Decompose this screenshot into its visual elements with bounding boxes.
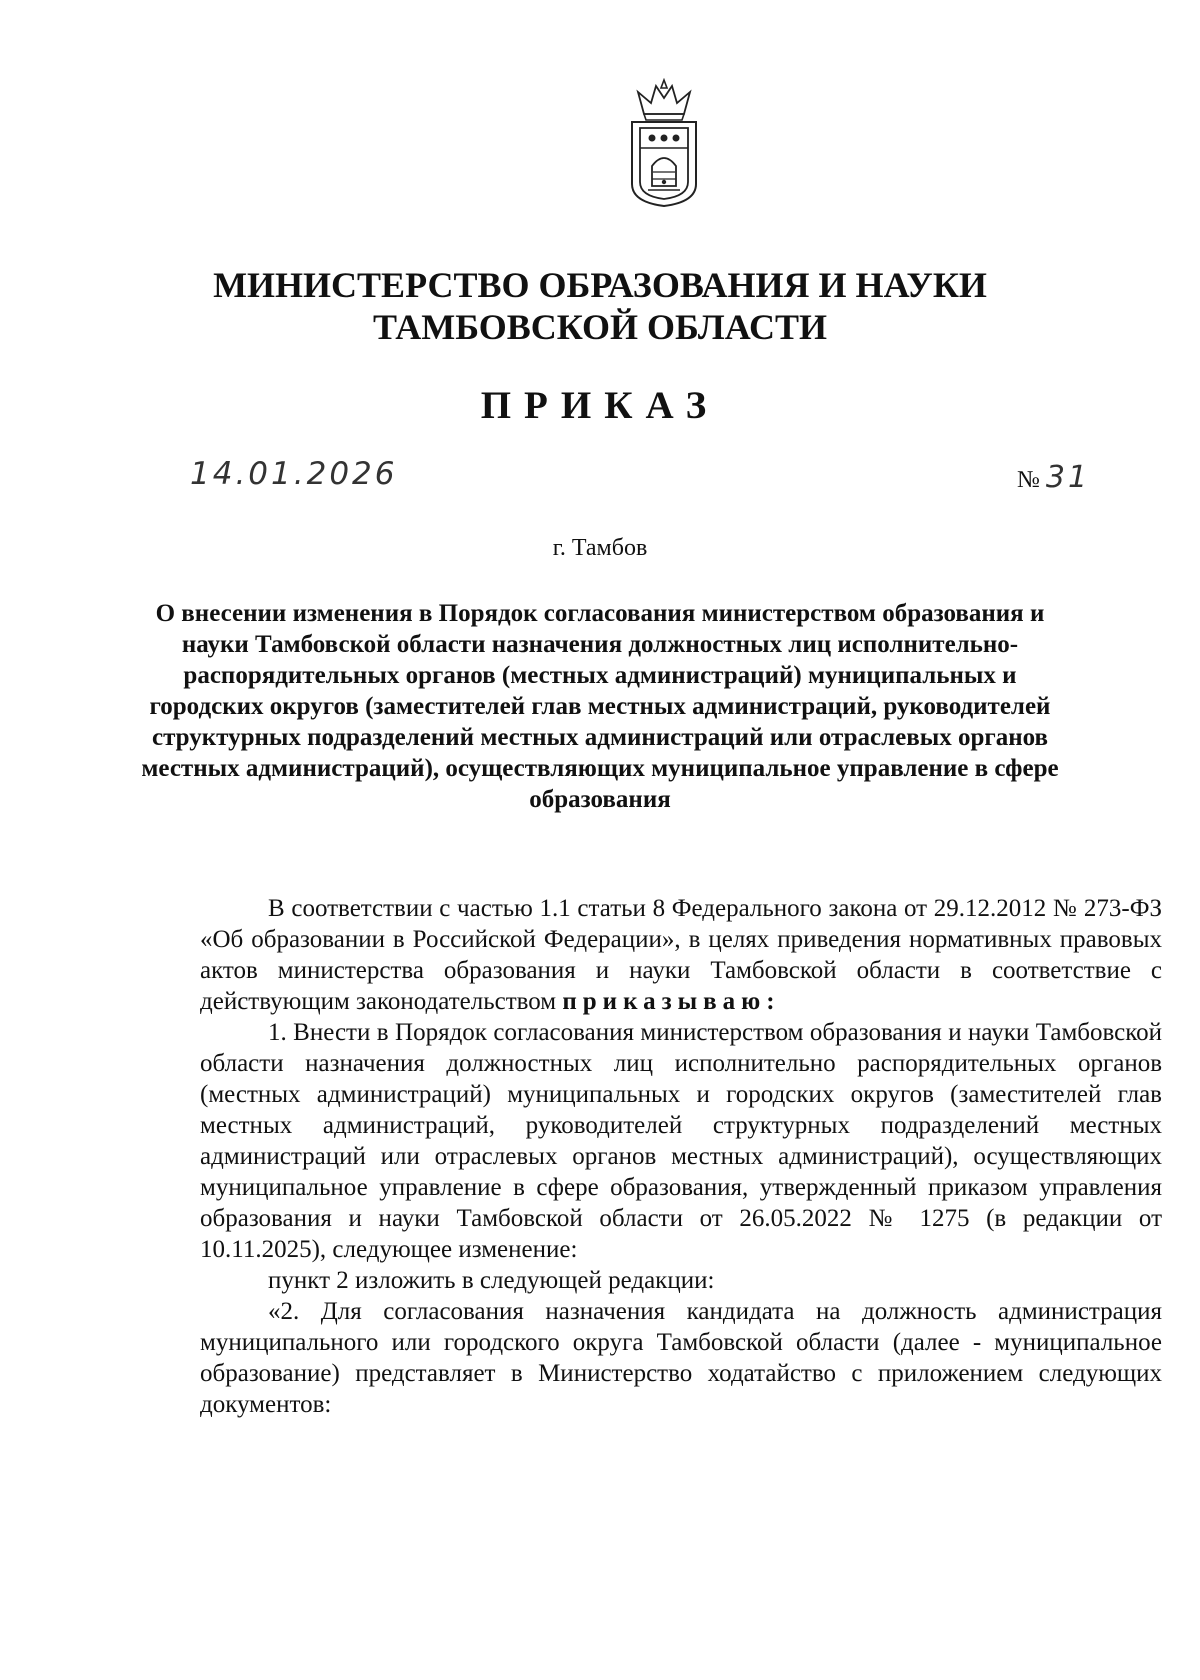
preamble-text: В соответствии с частью 1.1 статьи 8 Федерального закона от 29.12.2012 № 273-ФЗ «Об образовании в Российской Федерации», в целях приведения нормативных правовых актов министерства образования и науки Тамбовской области в соответствие с действующим законодательством (200, 895, 1162, 1015)
ministry-name-line2: ТАМБОВСКОЙ ОБЛАСТИ (373, 307, 827, 347)
city: г. Тамбов (552, 535, 648, 561)
document-type: ПРИКАЗ (480, 384, 720, 427)
number-value: 31 (1045, 460, 1091, 495)
coat-of-arms-icon (622, 78, 706, 210)
number-prefix: № (1017, 467, 1040, 493)
document-number (1017, 460, 1090, 495)
order-word: приказываю: (562, 988, 781, 1015)
item-1-paragraph: 1. Внести в Порядок согласования министерством образования и науки Тамбовской области назначения должностных лиц исполнительно распорядительных органов (местных администраций) муниципальных и городских округов (заместителей глав местных администраций, руководителей структурных подразделений местных администраций или отраслевых органов местных администраций), осуществляющих муниципальное управление в сфере образования, утвержденный приказом управления образования и науки Тамбовской области от 26.05.2022 № 1275 (в редакции от 10.11.2025), следующее изменение: (200, 1019, 1162, 1263)
document-date: 14.01.2026 (190, 456, 398, 492)
preamble-paragraph (200, 893, 1162, 1017)
ministry-name-line1: МИНИСТЕРСТВО ОБРАЗОВАНИЯ И НАУКИ (213, 265, 987, 305)
document-body (200, 893, 1162, 1420)
item-1-sub-paragraph: пункт 2 изложить в следующей редакции: (268, 1267, 715, 1294)
quoted-paragraph: «2. Для согласования назначения кандидата на должность администрация муниципального или городского округа Тамбовской области (далее - муниципальное образование) представляет в Министерство ходатайство с приложением следующих документов: (200, 1298, 1162, 1418)
document-subject: О внесении изменения в Порядок согласования министерством образования и науки Тамбовской области назначения должностных лиц исполнительно-распорядительных органов (местных администраций) муниципальных и городских округов (заместителей глав местных администраций, руководителей структурных подразделений местных администраций или отраслевых органов местных администраций), осуществляющих муниципальное управление в сфере образования (141, 600, 1059, 813)
